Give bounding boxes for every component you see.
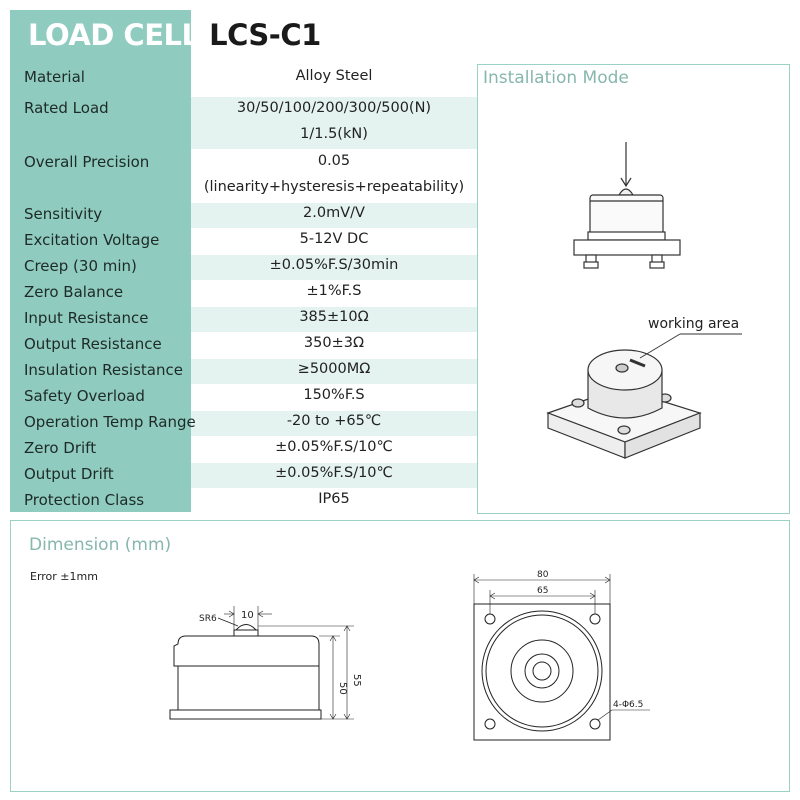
spec-label: Zero Balance bbox=[24, 283, 124, 301]
spec-value: Alloy Steel bbox=[295, 68, 373, 84]
dim-10-label: 10 bbox=[241, 610, 254, 621]
spec-value: 5-12V DC bbox=[299, 231, 369, 247]
spec-value: 0.05 bbox=[317, 153, 351, 169]
spec-label: Operation Temp Range bbox=[24, 413, 196, 431]
spec-value: ±1%F.S bbox=[306, 283, 362, 299]
spec-label: Creep (30 min) bbox=[24, 257, 137, 275]
error-note: Error ±1mm bbox=[30, 570, 98, 583]
side-view-drawing bbox=[170, 606, 354, 719]
spec-label: Input Resistance bbox=[24, 309, 149, 327]
sr-label: SR6 bbox=[199, 614, 217, 624]
spec-value: ±0.05%F.S/10℃ bbox=[275, 439, 393, 455]
title-product-type: LOAD CELL bbox=[28, 18, 200, 52]
spec-value: ±0.05%F.S/10℃ bbox=[275, 465, 393, 481]
spec-value: IP65 bbox=[318, 491, 350, 507]
spec-label: Safety Overload bbox=[24, 387, 145, 405]
top-view-drawing bbox=[474, 574, 650, 740]
title-model: LCS-C1 bbox=[209, 18, 321, 52]
spec-value-secondary: 1/1.5(kN) bbox=[300, 126, 368, 142]
spec-value: 150%F.S bbox=[303, 387, 365, 403]
spec-label: Zero Drift bbox=[24, 439, 97, 457]
spec-label: Output Resistance bbox=[24, 335, 162, 353]
spec-value: 385±10Ω bbox=[299, 309, 369, 325]
spec-label: Overall Precision bbox=[24, 153, 150, 171]
working-area-label: working area bbox=[648, 316, 740, 332]
spec-label: Protection Class bbox=[24, 491, 145, 509]
spec-value: ≥5000MΩ bbox=[297, 361, 371, 377]
spec-value-secondary: (linearity+hysteresis+repeatability) bbox=[203, 179, 465, 195]
spec-label: Material bbox=[24, 68, 85, 86]
spec-label: Sensitivity bbox=[24, 205, 103, 223]
spec-value: ±0.05%F.S/30min bbox=[269, 257, 399, 273]
spec-label: Output Drift bbox=[24, 465, 114, 483]
spec-value: 30/50/100/200/300/500(N) bbox=[236, 100, 432, 116]
spec-label: Insulation Resistance bbox=[24, 361, 183, 379]
dim-65-label: 65 bbox=[537, 586, 549, 596]
dimension-title: Dimension (mm) bbox=[29, 535, 172, 555]
hole-diameter-label: 4-Φ6.5 bbox=[613, 700, 644, 710]
dim-55-label: 55 bbox=[351, 674, 362, 687]
dim-50-label: 50 bbox=[337, 682, 348, 695]
dim-80-label: 80 bbox=[537, 570, 549, 580]
spec-value: 350±3Ω bbox=[303, 335, 365, 351]
spec-label: Rated Load bbox=[24, 99, 109, 117]
spec-label: Excitation Voltage bbox=[24, 231, 160, 249]
spec-value: -20 to +65℃ bbox=[286, 413, 382, 429]
spec-value: 2.0mV/V bbox=[303, 205, 365, 221]
installation-mode-title: Installation Mode bbox=[483, 68, 629, 88]
